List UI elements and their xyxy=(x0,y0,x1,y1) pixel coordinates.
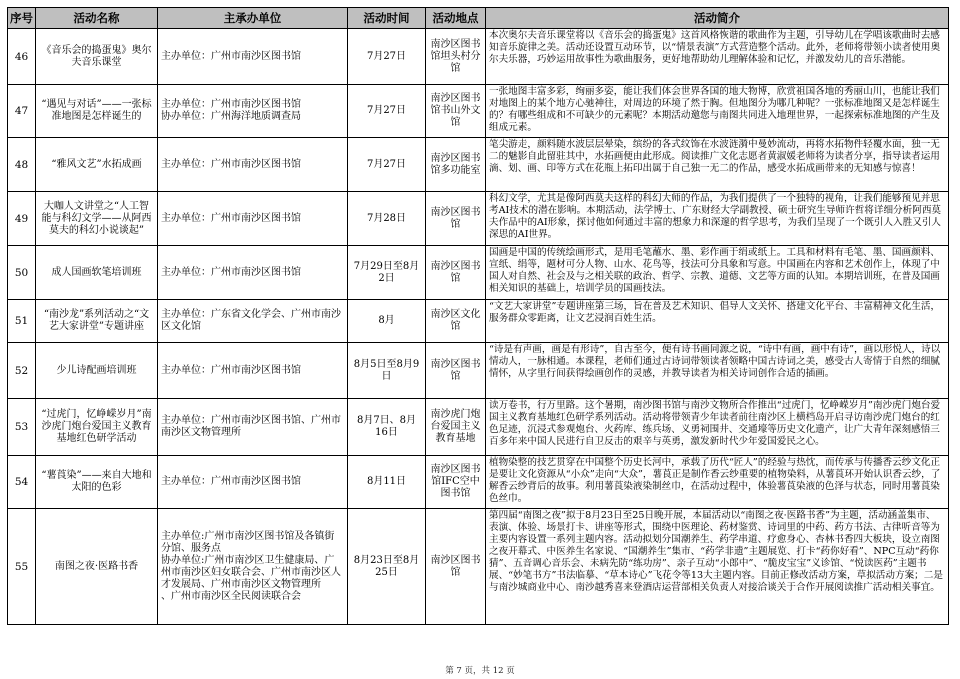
row-no: 53 xyxy=(8,399,36,456)
row-organizer: 主办单位：广州市南沙区图书馆、广州市南沙区文物管理所 xyxy=(158,399,348,456)
table-row xyxy=(8,456,949,509)
row-no: 52 xyxy=(8,343,36,399)
row-time: 8月11日 xyxy=(348,456,426,509)
table-row xyxy=(8,399,949,456)
row-organizer: 主办单位：广州市南沙区图书馆 xyxy=(158,343,348,399)
row-name: 少儿诗配画培训班 xyxy=(36,343,158,399)
row-intro: 植物染整的技艺贯穿在中国整个历史长河中，承载了历代“匠人”的经验与热忱，而传承与传播香云纱文化正是要让文化资源从“小众”走向“大众”，薯莨正是制作香云纱重要的植物染料，从薯莨环开始认识香云纱，了解香云纱背后的故事。利用薯莨染液染制丝巾，在活动过程中，体验薯莨染液的色泽与状态，同时用薯莨染色丝巾。 xyxy=(486,456,949,509)
row-name: “南沙龙”系列活动之“文艺大家讲堂”专题讲座 xyxy=(36,300,158,343)
row-no: 50 xyxy=(8,246,36,300)
row-organizer: 主办单位：广州市南沙区图书馆 协办单位：广州海洋地质调查局 xyxy=(158,85,348,138)
row-place: 南沙虎门炮台爱国主义教育基地 xyxy=(426,399,486,456)
row-name: “雅风文艺”水拓成画 xyxy=(36,138,158,192)
row-place: 南沙区图书馆书山外文馆 xyxy=(426,85,486,138)
row-time: 7月28日 xyxy=(348,192,426,246)
row-name: 大咖人文讲堂之“人工智能与科幻文学——从阿西莫夫的科幻小说谈起” xyxy=(36,192,158,246)
row-time: 8月5日至8月9日 xyxy=(348,343,426,399)
row-organizer: 主办单位：广州市南沙区图书馆 xyxy=(158,456,348,509)
row-place: 南沙区图书馆多功能室 xyxy=(426,138,486,192)
row-place: 南沙区图书馆 xyxy=(426,343,486,399)
row-organizer: 主办单位：广州市南沙区图书馆 xyxy=(158,192,348,246)
row-no: 54 xyxy=(8,456,36,509)
row-time: 7月27日 xyxy=(348,85,426,138)
row-intro: 读万卷书，行万里路。这个暑期，南沙图书馆与南沙文物所合作推出“过虎门，忆峥嵘岁月”南沙虎门炮台爱国主义教育基地红色研学系列活动。活动将带领青少年读者前往南沙区上横档岛开启寻访南沙虎门炮台的红色足迹，沉浸式参观炮台、火药库、练兵场、义勇祠围井、交通壕等历史文化遗产，让广大青年深刻感悟三百多年来中国人民进行自卫反击的艰辛与英勇，激发新时代少年爱国爱民之心。 xyxy=(486,399,949,456)
header-organizer: 主承办单位 xyxy=(158,8,348,29)
table-header-row xyxy=(8,8,949,29)
row-organizer: 主办单位：广州市南沙区图书馆 xyxy=(158,29,348,85)
row-place: 南沙区图书馆坦头村分馆 xyxy=(426,29,486,85)
table-row xyxy=(8,192,949,246)
activity-table-sheet xyxy=(7,7,948,625)
table-row xyxy=(8,138,949,192)
header-time: 活动时间 xyxy=(348,8,426,29)
header-intro: 活动简介 xyxy=(486,8,949,29)
table-row xyxy=(8,343,949,399)
row-place: 南沙区图书馆IFC空中图书馆 xyxy=(426,456,486,509)
table-row xyxy=(8,246,949,300)
row-no: 49 xyxy=(8,192,36,246)
row-no: 55 xyxy=(8,509,36,625)
row-intro: “诗是有声画，画是有形诗”，自古至今，便有诗书画同源之说，“诗中有画，画中有诗”，画以形悦人，诗以情动人，一脉相通。本课程，老师们通过古诗词带领读者领略中国古诗词之美，感受古人寄情于自然的细腻情怀，从字里行间获得绘画创作的灵感，并教导读者为相关诗词创作合适的插画。 xyxy=(486,343,949,399)
row-organizer: 主办单位：广州市南沙区图书馆 xyxy=(158,138,348,192)
header-place: 活动地点 xyxy=(426,8,486,29)
table-row xyxy=(8,300,949,343)
row-no: 46 xyxy=(8,29,36,85)
row-time: 7月27日 xyxy=(348,29,426,85)
row-organizer: 主办单位：广州市南沙区图书馆 xyxy=(158,246,348,300)
row-time: 8月7日、8月16日 xyxy=(348,399,426,456)
row-name: 成人国画软笔培训班 xyxy=(36,246,158,300)
row-time: 7月27日 xyxy=(348,138,426,192)
table-row xyxy=(8,85,949,138)
row-intro: 一张地图丰富多彩，绚丽多姿，能让我们体会世界各国的地大物博，欣赏祖国各地的秀丽山川，也能让我们对地图上的某个地方心驰神往，对周边的环境了然于胸。但地图分为哪几种呢？一张标准地图又是怎样诞生的？有哪些组成和不可缺少的元素呢？本期活动邀您与南图共同进入地理世界，一起探索标准地图的产生及组成元素。 xyxy=(486,85,949,138)
header-name: 活动名称 xyxy=(36,8,158,29)
row-intro: 科幻文学，尤其是像阿西莫夫这样的科幻大师的作品，为我们提供了一个独特的视角，让我们能够预见并思考AI技术的潜在影响。本期活动，法学博士、广东财经大学副教授、硕士研究生导师许哲将详细分析阿西莫夫作品中的AI形象，探讨他如何通过丰富的想象力和深邃的哲学思考，为我们呈现了一个既引人入胜又引人深思的AI世界。 xyxy=(486,192,949,246)
header-no: 序号 xyxy=(8,8,36,29)
row-intro: 笔尖游走，颜料随水波层层晕染，缤纷的各式纹饰在水波涟漪中曼妙流动，再将水拓物件轻覆水面，独一无二的魅影自此留驻其中，水拓画便由此形成。阅读推广文化志愿者黄淑媛老师将为读者分享，指导读者运用滴、划、画、印等方式在花瓶上拓印出属于自己独一无二的作品，感受水拓成画带来的无知感与惊喜！ xyxy=(486,138,949,192)
row-time: 8月23日至8月25日 xyxy=(348,509,426,625)
page-footer: 第 7 页，共 12 页 xyxy=(445,666,515,676)
row-name: “遇见与对话”——一张标准地图是怎样诞生的 xyxy=(36,85,158,138)
row-organizer: 主办单位:广州市南沙区图书馆及各镇街分馆、服务点 协办单位:广州市南沙区卫生健康局、广州市南沙区妇女联合会、广州市南沙区人才发展局、广州市南沙区文物管理所 、广州市南沙区全民阅读联合会 xyxy=(158,509,348,625)
row-name: 南图之夜·医路书香 xyxy=(36,509,158,625)
row-intro: 本次奥尔夫音乐课堂将以《音乐会的捣蛋鬼》这首风格恢谐的歌曲作为主题，引导幼儿在学唱该歌曲时去感知音乐旋律之美。活动还设置互动环节，以“情景表演”方式营造整个活动。此外，老师将带领小读者使用奥尔夫乐器，巧妙运用故事性为歌曲服务，更好地帮助幼儿理解体验和记忆，并激发幼儿的音乐潜能。 xyxy=(486,29,949,85)
row-organizer: 主办单位：广东省文化学会、广州市南沙区文化馆 xyxy=(158,300,348,343)
row-no: 48 xyxy=(8,138,36,192)
row-intro: 国画是中国的传统绘画形式，是用毛笔蘸水、墨、彩作画于绢或纸上。工具和材料有毛笔、墨、国画颜料、宣纸、绢等，题材可分人物、山水、花鸟等，技法可分具象和写意。中国画在内容和艺术创作上，体现了中国人对自然、社会及与之相关联的政治、哲学、宗教、道德、文艺等方面的认知。本期培训班，在普及国画相关知识的基础上，培训学员的国画技法。 xyxy=(486,246,949,300)
row-name: 《音乐会的捣蛋鬼》奥尔夫音乐课堂 xyxy=(36,29,158,85)
row-place: 南沙区图书馆 xyxy=(426,246,486,300)
row-place: 南沙区图书馆 xyxy=(426,192,486,246)
row-intro: 第四届“南图之夜”拟于8月23日至25日晚开展，本届活动以“南图之夜·医路书香”为主题，活动涵盖集市、表演、体验、场景打卡、讲座等形式，围绕中医理论、药材鉴赏、诗词里的中药、药方书法、古律听音等为主要内容设置一系列主题内容。活动拟划分国潮养生、药学串道、疗愈身心、杏林书香四大板块，设立南图之夜开幕式、中医养生名家说、“国潮养生”集市、“药学非遗”主题展览、打卡“药你好看”、NPC互动“药你猜”、五音调心音乐会、未病先防“练功房”、亲子互动“小郎中”、“脆皮宝宝”义诊馆、“悦读医药”主题书展、“妙笔书方”书法临摹、“草本诗心”飞花令等13大主题内容。目前正修改活动方案，草拟活动方案；二是与南沙城商业中心、南沙越秀喜来登酒店运营部相关负责人对接洽谈关于合作开展阅读推广活动相关事宜。 xyxy=(486,509,949,625)
row-time: 8月 xyxy=(348,300,426,343)
row-no: 47 xyxy=(8,85,36,138)
row-name: “过虎门，忆峥嵘岁月”南沙虎门炮台爱国主义教育基地红色研学活动 xyxy=(36,399,158,456)
row-place: 南沙区图书馆 xyxy=(426,509,486,625)
table-row xyxy=(8,509,949,625)
row-name: “薯莨染”——来自大地和太阳的色彩 xyxy=(36,456,158,509)
activity-table xyxy=(7,7,949,625)
row-no: 51 xyxy=(8,300,36,343)
row-place: 南沙区文化馆 xyxy=(426,300,486,343)
row-intro: “文艺大家讲堂”专题讲座第三场，旨在普及艺术知识、倡导人文关怀、搭建文化平台、丰富精神文化生活，服务群众零距离，让文艺浸润百姓生活。 xyxy=(486,300,949,343)
row-time: 7月29日至8月2日 xyxy=(348,246,426,300)
table-row xyxy=(8,29,949,85)
